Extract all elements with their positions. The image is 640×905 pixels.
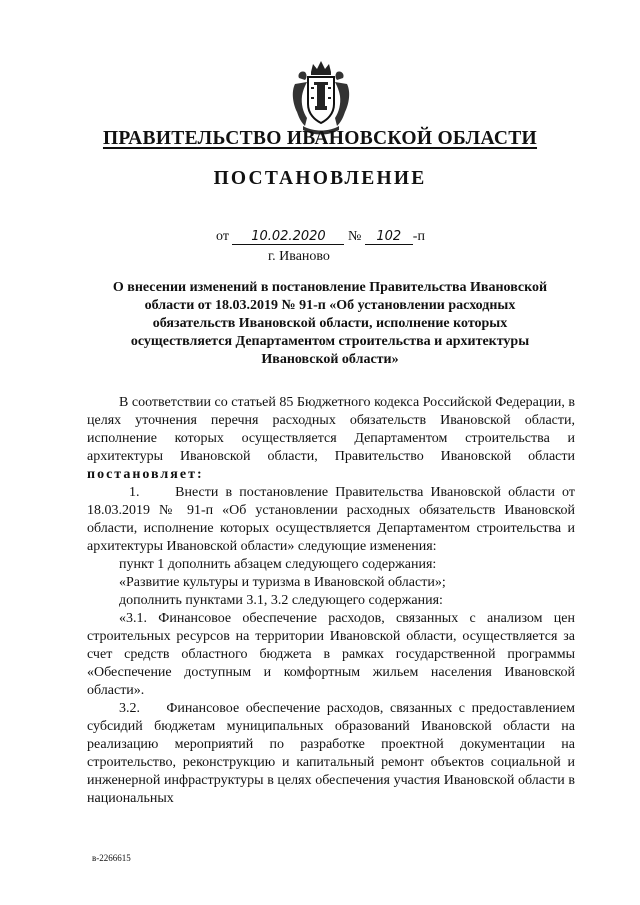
city: г. Иваново xyxy=(268,249,330,264)
document-code: в-2266615 xyxy=(92,853,131,863)
document-title: О внесении изменений в постановление Правительства Ивановской области от 18.03.2019 № 91-п «Об установлении расходных обязательств Ивановской области, исполнение которых осуществляется Департаментом строительства и архитектуры Ивановской области» xyxy=(112,280,548,367)
coat-of-arms-emblem xyxy=(289,58,353,136)
paragraph-3-2: 3.2. Финансовое обеспечение расходов, связанных с предоставлением субсидий бюджетам муниципальных образований Ивановской области на реализацию мероприятий по разработке проектной документации на строительство, реконструкцию и капитальный ремонт объектов социальной и инженерной инфраструктуры в целях обеспечения участия Ивановской области в национальных xyxy=(87,701,575,806)
item-1-paragraph: 1. Внести в постановление Правительства Ивановской области от 18.03.2019 № 91-п «Об установлении расходных обязательств Ивановской области, исполнение которых осуществляется Департаментом строительства и архитектуры Ивановской области» следующие изменения: xyxy=(87,485,575,554)
number-suffix: -п xyxy=(412,229,425,244)
document-date: 10.02.2020 xyxy=(232,229,344,245)
document-type: ПОСТАНОВЛЕНИЕ xyxy=(213,168,427,189)
intro-paragraph xyxy=(87,394,575,484)
number-sign: № xyxy=(347,229,362,244)
paragraph-3-1: «3.1. Финансовое обеспечение расходов, связанных с анализом цен строительных ресурсов на территории Ивановской области, осуществляется за счет средств областного бюджета в рамках государственной программы «Обеспечение доступным и комфортным жильем населения Ивановской области». xyxy=(87,611,575,698)
amend-line-c: дополнить пунктами 3.1, 3.2 следующего содержания: xyxy=(119,593,443,608)
intro-text: В соответствии со статьей 85 Бюджетного кодекса Российской Федерации, в целях уточнения перечня расходных обязательств Ивановской области, исполнение которых осуществляется Департаментом строительства и архитектуры Ивановской области, Правительство Ивановской области xyxy=(87,395,575,464)
amend-line-a: пункт 1 дополнить абзацем следующего содержания: xyxy=(119,557,437,572)
document-number: 102 xyxy=(365,229,413,245)
date-number-line xyxy=(216,229,425,245)
amend-line-b: «Развитие культуры и туризма в Ивановской области»; xyxy=(119,575,446,590)
document-body xyxy=(87,394,575,808)
government-name: ПРАВИТЕЛЬСТВО ИВАНОВСКОЙ ОБЛАСТИ xyxy=(102,128,538,149)
decree-word: постановляет: xyxy=(87,467,204,482)
date-prefix: от xyxy=(216,229,229,244)
